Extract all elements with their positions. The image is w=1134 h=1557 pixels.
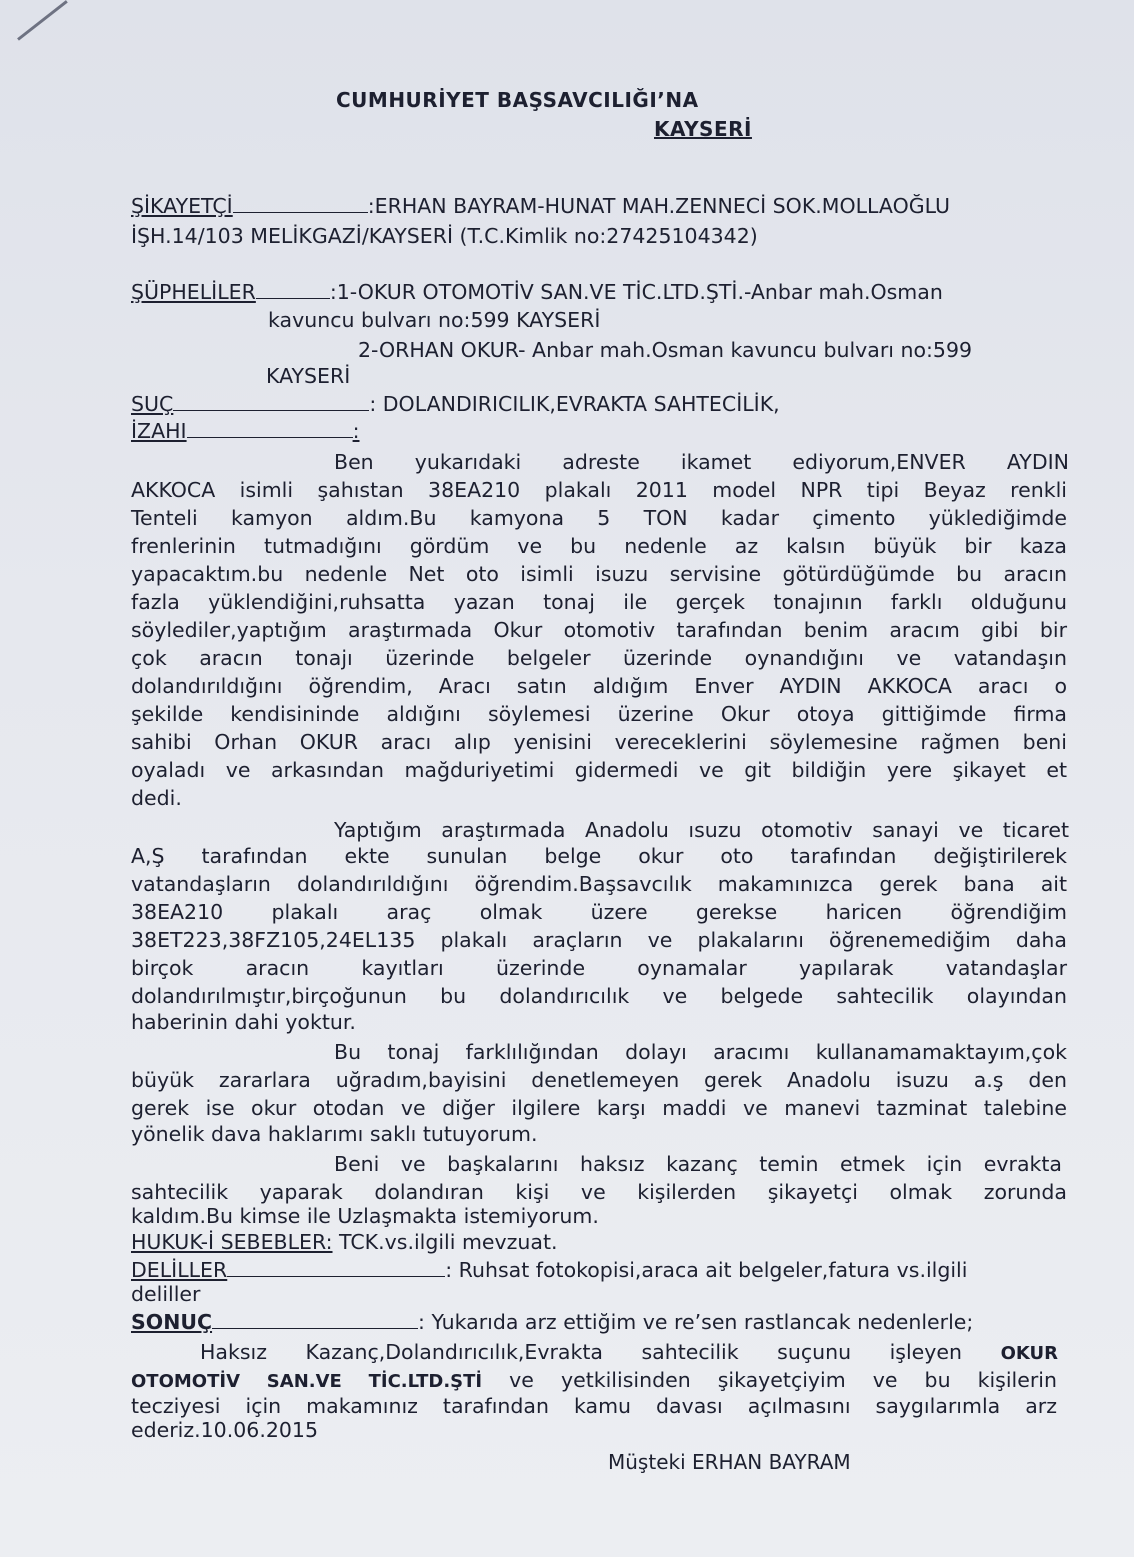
body-p3-line-1: büyük zararlara uğradım,bayisini denetlemeyen gerek Anadolu isuzu a.ş den — [131, 1068, 1067, 1092]
body-p1-line-7: çok aracın tonajı üzerinde belgeler üzerinde oynandığını ve vatandaşın — [131, 646, 1067, 670]
body-p1-line-0: Ben yukarıdaki adreste ikamet ediyorum,ENVER AYDIN — [334, 450, 1069, 474]
result-line-3: tecziyesi için makamınız tarafından kamu davası açılmasını saygılarımla arz — [131, 1394, 1057, 1418]
evidence-text-2: deliller — [131, 1282, 201, 1306]
label-rule — [256, 298, 330, 299]
evidence-line — [131, 1260, 967, 1281]
label-rule — [187, 437, 353, 438]
evidence-label: DELİLLER — [131, 1258, 228, 1282]
body-p3-line-2: gerek ise okur otodan ve diğer ilgilere karşı maddi ve manevi tazminat talebine — [131, 1096, 1067, 1120]
body-p3-line-0: Bu tonaj farklılığından dolayı aracımı kullanamamaktayım,çok — [334, 1040, 1067, 1064]
suspect-2-text-a: 2-ORHAN OKUR- Anbar mah.Osman kavuncu bulvarı no:599 — [358, 338, 973, 362]
legal-line — [131, 1232, 558, 1253]
body-p2-line-2: vatandaşların dolandırıldığını öğrendim.Başsavcılık makamınızca gerek bana ait — [131, 872, 1067, 896]
result-text: : Yukarıda arz ettiğim ve re’sen rastlancak nedenlerle; — [418, 1310, 974, 1334]
result-line — [131, 1312, 973, 1333]
body-p2-line-4: 38ET223,38FZ105,24EL135 plakalı araçların ve plakalarını öğrenemediğim daha — [131, 928, 1067, 952]
body-p1-line-10: sahibi Orhan OKUR aracı alıp yenisini vereceklerini söylemesine rağmen beni — [131, 730, 1067, 754]
suspect-2-text-b: KAYSERİ — [266, 364, 351, 388]
body-p1-line-11: oyaladı ve arkasından mağduriyetimi gidermedi ve git bildiğin yere şikayet et — [131, 758, 1067, 782]
label-rule — [227, 1276, 445, 1277]
explanation-label: İZAHI — [131, 419, 187, 443]
explanation-line — [131, 421, 360, 442]
suspect-1-text-a: :1-OKUR OTOMOTİV SAN.VE TİC.LTD.ŞTİ.-Anbar mah.Osman — [329, 280, 943, 304]
body-p4-line-2: kaldım.Bu kimse ile Uzlaşmakta istemiyorum. — [131, 1204, 599, 1228]
body-p1-line-4: yapacaktım.bu nedenle Net oto isimli isuzu servisine götürdüğümde bu aracın — [131, 562, 1067, 586]
body-p2-line-6: dolandırılmıştır,birçoğunun bu dolandırıcılık ve belgede sahtecilik olayından — [131, 984, 1067, 1008]
body-p2-line-0: Yaptığım araştırmada Anadolu ısuzu otomotiv sanayi ve ticaret — [334, 818, 1069, 842]
evidence-text-1: : Ruhsat fotokopisi,araca ait belgeler,fatura vs.ilgili — [445, 1258, 968, 1282]
addressee-city: KAYSERİ — [654, 117, 752, 141]
suspect-1-text-b: kavuncu bulvarı no:599 KAYSERİ — [268, 308, 601, 332]
body-p1-line-1: AKKOCA isimli şahıstan 38EA210 plakalı 2011 model NPR tipi Beyaz renkli — [131, 478, 1067, 502]
body-p2-line-3: 38EA210 plakalı araç olmak üzere gerekse haricen öğrendiğim — [131, 900, 1067, 924]
body-p1-line-3: frenlerinin tutmadığını gördüm ve bu nedenle az kalsın büyük bir kaza — [131, 534, 1067, 558]
result-line-1: Haksız Kazanç,Dolandırıcılık,Evrakta sahtecilik suçunu işleyen OKUR — [200, 1340, 1058, 1364]
result-label: SONUÇ — [131, 1310, 213, 1334]
body-p1-line-6: söylediler,yaptığım araştırmada Okur otomotiv tarafından benim aracım gibi bir — [131, 618, 1067, 642]
label-rule — [212, 1328, 418, 1329]
legal-label: HUKUK-İ SEBEBLER: — [131, 1230, 333, 1254]
complainant-line-1 — [131, 196, 950, 217]
crime-label: SUÇ — [131, 392, 174, 416]
body-p1-line-9: şekilde kendisininde aldığını söylemesi üzerine Okur otoya gittiğimde firma — [131, 702, 1067, 726]
body-p2-line-1: A,Ş tarafından ekte sunulan belge okur oto tarafından değiştirilerek — [131, 844, 1067, 868]
body-p4-line-1: sahtecilik yaparak dolandıran kişi ve kişilerden şikayetçi olmak zorunda — [131, 1180, 1067, 1204]
body-p3-line-3: yönelik dava haklarımı saklı tutuyorum. — [131, 1122, 538, 1146]
complainant-label: ŞİKAYETÇİ — [131, 194, 233, 218]
body-p4-line-0: Beni ve başkalarını haksız kazanç temin etmek için evrakta — [334, 1152, 1062, 1176]
crime-text: : DOLANDIRICILIK,EVRAKTA SAHTECİLİK, — [369, 392, 780, 416]
crime-line — [131, 394, 780, 415]
body-p1-line-5: fazla yüklendiğini,ruhsatta yazan tonaj ile gerçek tonajının farklı olduğunu — [131, 590, 1067, 614]
complainant-text-1: :ERHAN BAYRAM-HUNAT MAH.ZENNECİ SOK.MOLLAOĞLU — [367, 194, 951, 218]
body-p1-line-12: dedi. — [131, 786, 182, 810]
body-p2-line-7: haberinin dahi yoktur. — [131, 1010, 356, 1034]
staple-mark — [17, 0, 68, 41]
addressee-title: CUMHURİYET BAŞSAVCILIĞI’NA — [336, 88, 699, 112]
label-rule — [233, 212, 368, 213]
suspects-label: ŞÜPHELİLER — [131, 280, 256, 304]
result-line-4: ederiz.10.06.2015 — [131, 1418, 319, 1442]
body-p1-line-2: Tenteli kamyon aldım.Bu kamyona 5 TON kadar çimento yüklediğimde — [131, 506, 1067, 530]
legal-text: TCK.vs.ilgili mevzuat. — [332, 1230, 558, 1254]
label-rule — [173, 410, 369, 411]
result-line-2: OTOMOTİV SAN.VE TİC.LTD.ŞTİ ve yetkilisinden şikayetçiyim ve bu kişilerin — [131, 1368, 1057, 1392]
body-p1-line-8: dolandırıldığını öğrendim, Aracı satın aldığım Enver AYDIN AKKOCA aracı o — [131, 674, 1067, 698]
complainant-text-2: İŞH.14/103 MELİKGAZİ/KAYSERİ (T.C.Kimlik no:27425104342) — [131, 224, 758, 248]
suspects-line-1 — [131, 282, 943, 303]
signature-line: Müşteki ERHAN BAYRAM — [608, 1450, 851, 1474]
body-p2-line-5: birçok aracın kayıtları üzerinde oynamalar yapılarak vatandaşlar — [131, 956, 1067, 980]
explanation-colon: : — [352, 419, 360, 443]
